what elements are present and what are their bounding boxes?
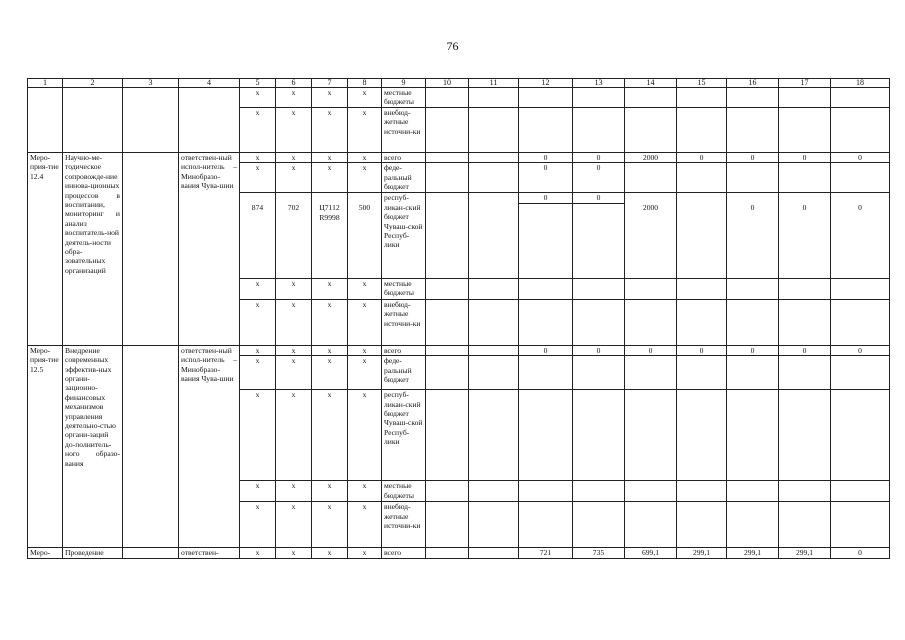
cell: 500	[348, 203, 382, 278]
cell	[677, 193, 727, 203]
column-number-row	[28, 79, 890, 88]
source-cell: феде-ральный бюджет	[382, 356, 426, 390]
value-cell: 0	[519, 153, 573, 163]
cell	[573, 203, 625, 278]
cell	[276, 193, 312, 203]
cell	[677, 163, 727, 193]
cell	[469, 481, 519, 502]
cell	[625, 390, 677, 481]
value-cell: 0	[779, 345, 831, 355]
cell: x	[240, 278, 276, 299]
cell	[426, 548, 469, 558]
cell: x	[240, 299, 276, 345]
cell: x	[348, 548, 382, 558]
cell	[779, 163, 831, 193]
cell	[519, 278, 573, 299]
executor-cell	[179, 88, 240, 153]
goal-cell	[123, 345, 179, 547]
measure-executor: ответствен-ный испол-нитель – Минобразо-вания Чува-шии	[179, 153, 240, 346]
cell: x	[312, 345, 348, 355]
source-cell: местные бюджеты	[382, 481, 426, 502]
cell: x	[240, 356, 276, 390]
column-number: 4	[179, 79, 240, 88]
value-cell: 299,1	[779, 548, 831, 558]
cell	[625, 88, 677, 108]
cell	[573, 356, 625, 390]
cell	[426, 299, 469, 345]
value-cell: 0	[573, 345, 625, 355]
cell	[727, 193, 779, 203]
cell	[625, 193, 677, 203]
source-cell: внебюд-жетные источни-ки	[382, 299, 426, 345]
cell	[779, 108, 831, 153]
value-cell: 0	[519, 345, 573, 355]
value-cell: 735	[573, 548, 625, 558]
budget-table	[27, 78, 890, 559]
cell: x	[348, 88, 382, 108]
cell	[519, 502, 573, 548]
cell	[348, 193, 382, 203]
cell: x	[276, 299, 312, 345]
code-cell	[28, 88, 63, 153]
value-cell: 299,1	[727, 548, 779, 558]
cell	[625, 278, 677, 299]
cell	[677, 481, 727, 502]
measure-executor: ответствен-ный испол-нитель – Минобразо-вания Чува-шии	[179, 345, 240, 547]
cell	[831, 108, 890, 153]
cell: x	[312, 88, 348, 108]
value-cell: 721	[519, 548, 573, 558]
measure-name: Внедрение современных эффектив-ных органи-зационно-финансовых механизмов управления деятельно-стью органи-заций до-полнитель-ного образо-вания	[63, 345, 123, 547]
measure-executor: ответствен-	[179, 548, 240, 558]
cell	[519, 356, 573, 390]
column-number: 17	[779, 79, 831, 88]
source-cell: респуб-ликан-ский бюджет Чуваш-ской Респуб-лики	[382, 390, 426, 481]
cell	[625, 481, 677, 502]
cell: x	[312, 481, 348, 502]
cell: x	[348, 153, 382, 163]
cell: x	[312, 502, 348, 548]
cell	[573, 502, 625, 548]
source-cell: всего	[382, 153, 426, 163]
cell	[779, 356, 831, 390]
cell: x	[276, 356, 312, 390]
value-cell: 0	[727, 153, 779, 163]
source-cell: внебюд-жетные источни-ки	[382, 502, 426, 548]
cell: x	[312, 548, 348, 558]
cell	[727, 163, 779, 193]
cell: x	[276, 502, 312, 548]
cell	[727, 390, 779, 481]
cell	[469, 345, 519, 355]
cell	[573, 299, 625, 345]
cell	[573, 390, 625, 481]
measure-code: Меро-	[28, 548, 63, 558]
cell	[831, 88, 890, 108]
value-cell: 2000	[625, 203, 677, 278]
cell: x	[348, 390, 382, 481]
cell: x	[240, 345, 276, 355]
value-cell: 299,1	[677, 548, 727, 558]
column-number: 3	[123, 79, 179, 88]
column-number: 11	[469, 79, 519, 88]
cell: x	[312, 390, 348, 481]
cell: Ц7112 R9998	[312, 203, 348, 278]
cell: x	[240, 153, 276, 163]
cell	[677, 108, 727, 153]
cell	[779, 299, 831, 345]
cell	[519, 390, 573, 481]
cell: x	[276, 548, 312, 558]
column-number: 10	[426, 79, 469, 88]
cell	[779, 193, 831, 203]
cell: x	[240, 88, 276, 108]
cell	[727, 278, 779, 299]
column-number: 8	[348, 79, 382, 88]
cell	[727, 481, 779, 502]
value-cell: 699,1	[625, 548, 677, 558]
cell	[727, 88, 779, 108]
cell	[469, 153, 519, 163]
cell: 874	[240, 203, 276, 278]
cell	[426, 108, 469, 153]
cell: x	[276, 390, 312, 481]
column-number: 12	[519, 79, 573, 88]
cell	[727, 108, 779, 153]
value-cell: 0	[831, 548, 890, 558]
cell	[625, 108, 677, 153]
cell	[727, 502, 779, 548]
cell	[312, 193, 348, 203]
cell: x	[312, 278, 348, 299]
cell: x	[312, 356, 348, 390]
cell	[831, 299, 890, 345]
cell	[519, 88, 573, 108]
cell	[469, 278, 519, 299]
cell	[831, 163, 890, 193]
cell	[625, 502, 677, 548]
cell: x	[312, 163, 348, 193]
cell: x	[240, 390, 276, 481]
cell: x	[276, 163, 312, 193]
cell	[426, 153, 469, 163]
value-cell: 2000	[625, 153, 677, 163]
cell	[469, 548, 519, 558]
cell	[426, 193, 469, 278]
cell: 702	[276, 203, 312, 278]
cell	[831, 481, 890, 502]
value-cell: 0	[831, 345, 890, 355]
cell: x	[348, 502, 382, 548]
cell	[426, 278, 469, 299]
cell: x	[276, 108, 312, 153]
cell	[469, 108, 519, 153]
value-cell: 0	[573, 163, 625, 193]
cell	[831, 278, 890, 299]
page-number: 76	[446, 39, 459, 53]
column-number: 14	[625, 79, 677, 88]
cell: x	[240, 548, 276, 558]
table-row	[28, 153, 890, 163]
value-cell: 0	[779, 203, 831, 278]
cell	[727, 299, 779, 345]
table-row	[28, 88, 890, 108]
source-cell: местные бюджеты	[382, 278, 426, 299]
cell: x	[348, 356, 382, 390]
cell	[677, 88, 727, 108]
value-cell: 0	[625, 345, 677, 355]
table-row	[28, 345, 890, 355]
cell	[677, 502, 727, 548]
measure-code: Меро-прия-тие 12.4	[28, 153, 63, 346]
cell: x	[276, 278, 312, 299]
cell	[469, 163, 519, 193]
measure-name: Проведение	[63, 548, 123, 558]
goal-cell	[123, 88, 179, 153]
cell	[426, 345, 469, 355]
source-cell: местные бюджеты	[382, 88, 426, 108]
cell	[625, 299, 677, 345]
cell	[519, 481, 573, 502]
column-number: 13	[573, 79, 625, 88]
column-number: 6	[276, 79, 312, 88]
cell	[677, 356, 727, 390]
cell	[779, 88, 831, 108]
source-cell: внебюд-жетные источни-ки	[382, 108, 426, 153]
cell: x	[276, 345, 312, 355]
value-cell: 0	[779, 153, 831, 163]
cell	[779, 390, 831, 481]
measure-code: Меро-прия-тие 12.5	[28, 345, 63, 547]
cell: x	[312, 299, 348, 345]
cell	[677, 390, 727, 481]
cell	[519, 203, 573, 278]
cell	[573, 88, 625, 108]
cell	[469, 193, 519, 278]
cell: x	[276, 481, 312, 502]
column-number: 15	[677, 79, 727, 88]
value-cell: 0	[831, 203, 890, 278]
cell: x	[348, 278, 382, 299]
cell	[469, 356, 519, 390]
cell: x	[276, 153, 312, 163]
cell	[831, 390, 890, 481]
cell: x	[240, 108, 276, 153]
cell	[625, 163, 677, 193]
cell	[573, 481, 625, 502]
value-cell: 0	[677, 153, 727, 163]
cell	[426, 163, 469, 193]
cell	[779, 502, 831, 548]
cell	[779, 278, 831, 299]
value-cell: 0	[677, 345, 727, 355]
cell: x	[240, 163, 276, 193]
cell	[426, 88, 469, 108]
value-cell: 0	[573, 193, 625, 203]
cell: x	[312, 108, 348, 153]
cell	[469, 299, 519, 345]
cell	[426, 356, 469, 390]
column-number: 5	[240, 79, 276, 88]
value-cell: 0	[519, 193, 573, 203]
cell: x	[312, 153, 348, 163]
cell: x	[348, 108, 382, 153]
value-cell: 0	[831, 153, 890, 163]
cell: x	[348, 163, 382, 193]
cell	[831, 193, 890, 203]
goal-cell	[123, 548, 179, 558]
value-cell: 0	[573, 153, 625, 163]
cell	[625, 356, 677, 390]
cell	[573, 278, 625, 299]
cell	[831, 356, 890, 390]
cell	[727, 356, 779, 390]
cell	[426, 390, 469, 481]
cell	[519, 108, 573, 153]
name-cell	[63, 88, 123, 153]
cell: x	[240, 481, 276, 502]
cell	[240, 193, 276, 203]
cell	[426, 502, 469, 548]
value-cell: 0	[727, 203, 779, 278]
value-cell: 0	[727, 345, 779, 355]
cell: x	[348, 299, 382, 345]
cell: x	[348, 345, 382, 355]
cell: x	[240, 502, 276, 548]
goal-cell	[123, 153, 179, 346]
source-cell: феде-ральный бюджет	[382, 163, 426, 193]
cell	[677, 278, 727, 299]
cell: x	[276, 88, 312, 108]
cell	[779, 481, 831, 502]
cell	[573, 108, 625, 153]
source-cell: респуб-ликан-ский бюджет Чуваш-ской Респуб-лики	[382, 193, 426, 278]
column-number: 16	[727, 79, 779, 88]
cell: x	[348, 481, 382, 502]
column-number: 9	[382, 79, 426, 88]
cell	[426, 481, 469, 502]
cell	[469, 88, 519, 108]
source-cell: всего	[382, 345, 426, 355]
column-number: 7	[312, 79, 348, 88]
column-number: 1	[28, 79, 63, 88]
cell	[831, 502, 890, 548]
cell	[469, 502, 519, 548]
value-cell: 0	[519, 163, 573, 193]
source-cell: всего	[382, 548, 426, 558]
column-number: 18	[831, 79, 890, 88]
column-number: 2	[63, 79, 123, 88]
measure-name: Научно-ме-тодическое сопровожде-ние иннова-ционных процессов в воспитании, мониторинг и анализ воспитатель-ной деятель-ности обра-зовательных организаций	[63, 153, 123, 346]
table-row	[28, 548, 890, 558]
cell	[677, 203, 727, 278]
cell	[469, 390, 519, 481]
cell	[677, 299, 727, 345]
cell	[519, 299, 573, 345]
